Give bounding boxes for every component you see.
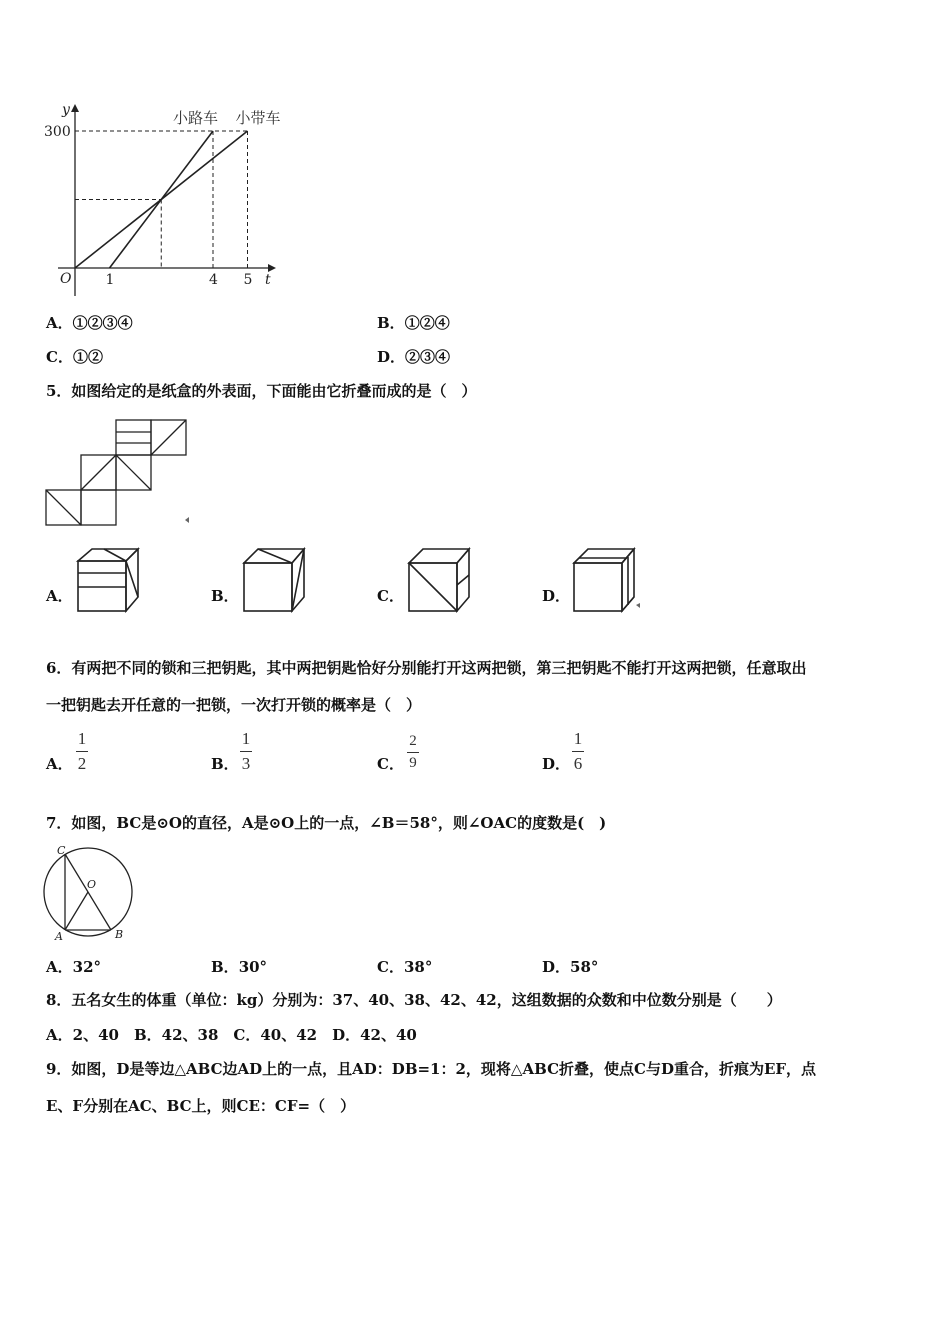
option-value: ①②③④ [72,314,133,332]
q7-circle-figure [40,842,140,944]
q6-option-b-fraction [240,729,252,774]
q6-option-d-fraction [572,729,584,774]
q6-question-line-2: 一把钥匙去开任意的一把锁，一次打开锁的概率是（ ） [46,696,422,714]
q5-question-text: 5．如图给定的是纸盒的外表面，下面能由它折叠而成的是（ ） [46,382,477,400]
fraction-numerator: 1 [77,729,87,748]
option-letter: D． [377,348,406,366]
fraction-denominator: 2 [77,754,87,773]
fraction-bar [407,752,419,753]
fraction-numerator: 2 [409,733,417,749]
q4-option-b[interactable] [377,312,450,333]
q4-option-c[interactable] [46,346,103,367]
q7-label-a: A [55,930,63,943]
y-axis-label: y [62,102,70,118]
option-value: ①② [72,348,103,366]
q5-option-c-label[interactable]: C． [377,587,404,605]
fraction-bar [240,751,252,752]
y-axis-arrow [71,104,79,112]
q7-label-b: B [115,928,124,941]
option-letter: A． [46,958,73,976]
q7-option-d[interactable] [542,956,598,977]
q4-plot-area [44,102,281,296]
q5-cube-c-figure[interactable] [405,545,475,615]
q5-option-d-label[interactable]: D． [542,587,571,605]
q6-option-a-label[interactable]: A． [46,755,73,773]
q8-options-line[interactable]: A．2、40 B．42、38 C．40、42 D．42、40 [46,1026,417,1044]
option-letter: C． [377,958,404,976]
q5-cube-net-figure [44,418,194,528]
option-value: 38° [403,958,433,976]
q7-option-c[interactable] [377,956,432,977]
q5-option-b-label[interactable]: B． [211,587,239,605]
x-axis-label: t [265,272,271,288]
option-value: 58° [570,958,599,976]
fraction-numerator: 1 [241,729,251,748]
q8-question-text: 8．五名女生的体重（单位：kg）分别为：37、40、38、42、42，这组数据的众数和中位数分别是（ ） [46,991,782,1009]
q7-question-text: 7．如图，BC是⊙O的直径，A是⊙O上的一点，∠B＝58°，则∠OAC的度数是( ) [46,814,607,832]
q6-question-line-1: 6．有两把不同的锁和三把钥匙，其中两把钥匙恰好分别能打开这两把锁，第三把钥匙不能打开这两把锁，任意取出 [46,659,807,677]
option-letter: B． [377,314,405,332]
x-tick-label-1: 1 [105,272,115,288]
q6-option-b-label[interactable]: B． [211,755,239,773]
q5-cube-b-figure[interactable] [240,545,310,615]
q7-option-b[interactable] [211,956,267,977]
fraction-denominator: 3 [241,754,251,773]
series-label-1: 小路车 [173,109,219,127]
option-value: ②③④ [405,348,451,366]
series-label-2: 小带车 [235,109,281,127]
y-tick-label-300: 300 [44,124,71,140]
option-letter: B． [211,958,239,976]
q9-question-line-1: 9．如图，D是等边△ABC边AD上的一点，且AD：DB=1：2，现将△ABC折叠，使点C与D重合，折痕为EF，点 [46,1060,817,1078]
q9-question-line-2: E、F分别在AC、BC上，则CE：CF=（ ） [46,1097,356,1115]
fraction-bar [572,751,584,752]
q6-option-d-label[interactable]: D． [542,755,571,773]
option-value: 32° [72,958,102,976]
q7-label-o: O [87,878,97,891]
fraction-denominator: 6 [573,754,583,773]
x-tick-label-5: 5 [243,272,253,288]
option-value: ①②④ [404,314,450,332]
x-tick-label-4: 4 [209,272,218,288]
q4-line-graph [40,98,300,303]
fraction-denominator: 9 [409,755,417,771]
origin-label: O [60,271,72,287]
q6-option-a-fraction [76,729,88,774]
option-letter: A． [46,314,73,332]
q5-option-a-label[interactable]: A． [46,587,73,605]
q6-option-c-label[interactable]: C． [377,755,404,773]
q5-cube-d-figure[interactable] [570,545,642,615]
fraction-numerator: 1 [573,729,583,748]
option-value: 30° [238,958,268,976]
series-line-2 [75,131,248,268]
q4-option-a[interactable] [46,312,133,333]
q7-label-c: C [57,844,66,857]
option-letter: D． [542,958,571,976]
q5-cube-a-figure[interactable] [74,545,144,615]
q7-option-a[interactable] [46,956,101,977]
x-axis-arrow [268,264,276,272]
fraction-bar [76,751,88,752]
option-letter: C． [46,348,73,366]
q6-option-c-fraction [407,733,419,772]
q4-option-d[interactable] [377,346,450,367]
